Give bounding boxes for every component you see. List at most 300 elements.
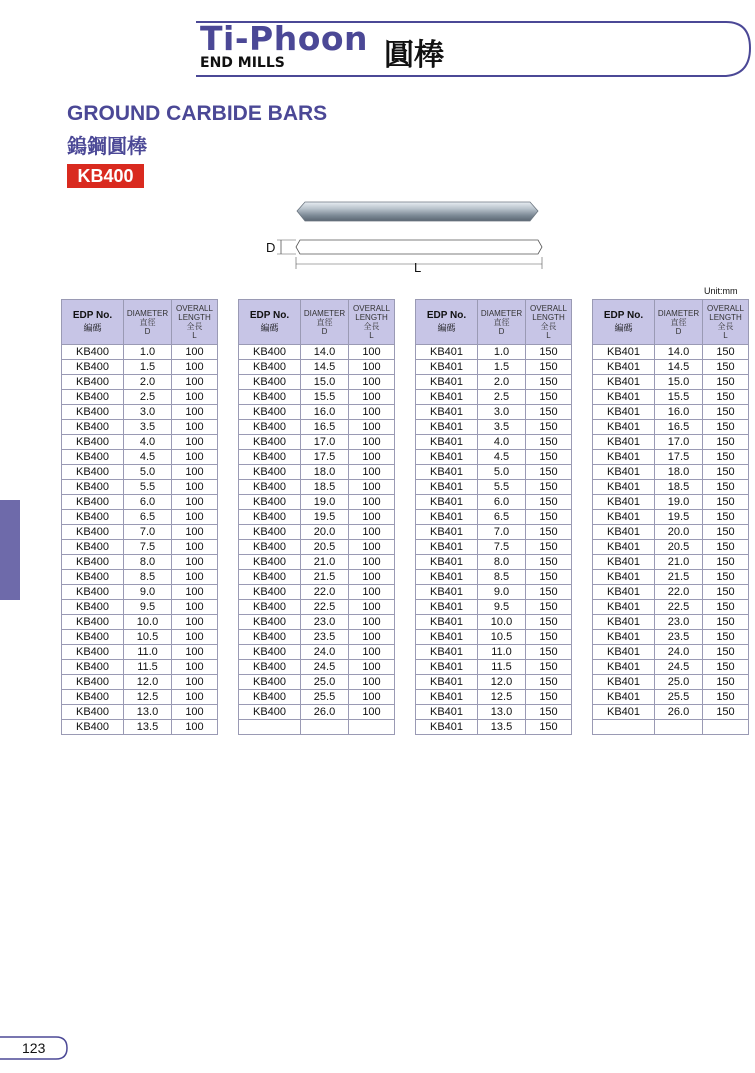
diameter-cell: 1.5 xyxy=(478,360,526,375)
length-cell: 100 xyxy=(349,675,395,690)
diameter-cell: 10.5 xyxy=(124,630,172,645)
edp-cell: KB400 xyxy=(62,405,124,420)
length-cell: 100 xyxy=(349,450,395,465)
diameter-cell: 6.0 xyxy=(124,495,172,510)
diameter-cell: 22.0 xyxy=(301,585,349,600)
edp-cell: KB400 xyxy=(62,345,124,360)
table-row xyxy=(239,630,395,645)
table-row xyxy=(416,645,572,660)
length-cell: 100 xyxy=(349,600,395,615)
length-cell: 100 xyxy=(172,495,218,510)
edp-cell: KB401 xyxy=(593,660,655,675)
table-row xyxy=(62,570,218,585)
table-row xyxy=(593,660,749,675)
edp-cell: KB401 xyxy=(593,420,655,435)
diameter-cell: 22.5 xyxy=(301,600,349,615)
length-cell: 150 xyxy=(703,360,749,375)
table-row xyxy=(593,495,749,510)
table-row xyxy=(416,465,572,480)
header-diameter: DIAMETER 直徑 D xyxy=(655,300,703,345)
diameter-cell: 25.5 xyxy=(655,690,703,705)
length-cell: 100 xyxy=(172,585,218,600)
edp-cell: KB400 xyxy=(239,525,301,540)
edp-cell: KB400 xyxy=(239,570,301,585)
table-row xyxy=(416,705,572,720)
edp-cell: KB400 xyxy=(239,390,301,405)
diameter-cell: 3.0 xyxy=(478,405,526,420)
table-row xyxy=(416,630,572,645)
edp-cell: KB401 xyxy=(593,405,655,420)
bar-image xyxy=(297,202,538,221)
length-cell: 150 xyxy=(703,600,749,615)
edp-cell: KB400 xyxy=(62,435,124,450)
diameter-cell: 7.0 xyxy=(478,525,526,540)
length-cell: 100 xyxy=(172,615,218,630)
length-cell: 150 xyxy=(526,615,572,630)
table-row xyxy=(416,480,572,495)
edp-cell: KB400 xyxy=(62,510,124,525)
length-cell: 100 xyxy=(172,690,218,705)
table-row xyxy=(239,450,395,465)
diameter-cell: 9.5 xyxy=(478,600,526,615)
unit-label: Unit:mm xyxy=(704,286,738,296)
length-cell: 150 xyxy=(703,465,749,480)
brand-subtitle: END MILLS xyxy=(200,55,285,71)
table-row xyxy=(593,615,749,630)
edp-cell: KB401 xyxy=(416,390,478,405)
edp-cell: KB401 xyxy=(593,495,655,510)
diameter-cell: 17.0 xyxy=(301,435,349,450)
diameter-cell: 1.0 xyxy=(478,345,526,360)
table-row xyxy=(416,660,572,675)
header-diameter: DIAMETER 直徑 D xyxy=(124,300,172,345)
length-cell: 100 xyxy=(349,390,395,405)
diameter-cell: 14.0 xyxy=(655,345,703,360)
table-row xyxy=(239,570,395,585)
diameter-cell: 2.5 xyxy=(478,390,526,405)
table-row xyxy=(416,690,572,705)
table-row xyxy=(239,645,395,660)
length-cell: 100 xyxy=(349,495,395,510)
edp-cell: KB401 xyxy=(416,690,478,705)
length-cell: 150 xyxy=(703,375,749,390)
diameter-cell: 11.5 xyxy=(124,660,172,675)
diameter-cell: 7.5 xyxy=(124,540,172,555)
length-cell: 100 xyxy=(172,390,218,405)
length-cell: 100 xyxy=(172,570,218,585)
brand-cjk-title: 圓棒 xyxy=(384,38,444,73)
table-row xyxy=(593,540,749,555)
length-cell: 100 xyxy=(349,585,395,600)
table-row xyxy=(239,600,395,615)
table-row xyxy=(239,555,395,570)
diameter-cell: 4.5 xyxy=(478,450,526,465)
edp-cell: KB400 xyxy=(62,570,124,585)
diameter-cell: 19.0 xyxy=(301,495,349,510)
length-cell: 100 xyxy=(349,570,395,585)
table-row xyxy=(62,390,218,405)
header-length: OVERALL LENGTH 全長 L xyxy=(172,300,218,345)
table-row xyxy=(239,390,395,405)
length-cell: 100 xyxy=(349,375,395,390)
table-row xyxy=(239,375,395,390)
length-cell: 100 xyxy=(172,705,218,720)
table-row xyxy=(239,525,395,540)
edp-cell: KB400 xyxy=(62,690,124,705)
diameter-cell: 26.0 xyxy=(301,705,349,720)
table-row xyxy=(593,405,749,420)
length-cell: 150 xyxy=(703,705,749,720)
edp-cell: KB401 xyxy=(416,375,478,390)
table-row xyxy=(593,450,749,465)
table-row xyxy=(416,375,572,390)
edp-cell: KB400 xyxy=(62,705,124,720)
edp-cell: KB400 xyxy=(239,615,301,630)
table-row xyxy=(62,405,218,420)
table-header-row xyxy=(593,300,749,345)
length-cell: 100 xyxy=(349,510,395,525)
length-cell: 150 xyxy=(526,360,572,375)
diameter-cell: 15.0 xyxy=(301,375,349,390)
edp-cell: KB401 xyxy=(416,585,478,600)
table-row xyxy=(593,525,749,540)
length-label: L xyxy=(414,260,422,275)
length-cell: 150 xyxy=(526,690,572,705)
edp-cell: KB400 xyxy=(239,480,301,495)
diameter-cell: 6.0 xyxy=(478,495,526,510)
length-cell: 100 xyxy=(172,540,218,555)
edp-cell: KB400 xyxy=(239,585,301,600)
diameter-cell: 24.0 xyxy=(301,645,349,660)
length-cell: 100 xyxy=(349,405,395,420)
length-cell: 150 xyxy=(526,450,572,465)
length-cell: 150 xyxy=(526,345,572,360)
edp-cell: KB401 xyxy=(593,465,655,480)
product-code-badge: KB400 xyxy=(67,164,144,188)
edp-cell: KB400 xyxy=(239,375,301,390)
edp-cell: KB400 xyxy=(239,495,301,510)
length-cell: 150 xyxy=(703,495,749,510)
table-row xyxy=(593,690,749,705)
length-cell: 100 xyxy=(349,615,395,630)
edp-cell: KB401 xyxy=(416,615,478,630)
length-cell: 150 xyxy=(703,420,749,435)
table-row xyxy=(62,480,218,495)
edp-cell: KB401 xyxy=(593,480,655,495)
diameter-cell: 15.5 xyxy=(655,390,703,405)
page-title-cjk: 鎢鋼圓棒 xyxy=(67,134,147,158)
diameter-cell: 21.5 xyxy=(301,570,349,585)
table-row xyxy=(239,495,395,510)
diameter-cell: 8.5 xyxy=(478,570,526,585)
edp-cell: KB401 xyxy=(593,525,655,540)
length-cell: 150 xyxy=(526,435,572,450)
length-cell: 150 xyxy=(526,585,572,600)
edp-cell: KB401 xyxy=(416,705,478,720)
table-row xyxy=(62,660,218,675)
length-cell: 150 xyxy=(526,570,572,585)
diameter-cell: 12.0 xyxy=(478,675,526,690)
edp-cell: KB400 xyxy=(62,495,124,510)
edp-cell: KB400 xyxy=(62,720,124,735)
edp-cell: KB400 xyxy=(62,555,124,570)
diameter-cell: 24.5 xyxy=(655,660,703,675)
edp-cell: KB401 xyxy=(593,645,655,660)
edp-cell: KB400 xyxy=(62,600,124,615)
length-cell: 100 xyxy=(172,450,218,465)
edp-cell: KB400 xyxy=(239,630,301,645)
diameter-cell: 23.0 xyxy=(301,615,349,630)
table-row xyxy=(62,720,218,735)
length-cell: 100 xyxy=(172,555,218,570)
edp-cell: KB400 xyxy=(239,675,301,690)
table-row xyxy=(593,585,749,600)
edp-cell: KB400 xyxy=(62,585,124,600)
length-cell: 100 xyxy=(172,675,218,690)
edp-cell: KB400 xyxy=(239,450,301,465)
table-row xyxy=(593,675,749,690)
spec-table-1 xyxy=(61,299,218,735)
table-row xyxy=(416,585,572,600)
length-cell: 150 xyxy=(526,495,572,510)
table-row xyxy=(593,345,749,360)
length-cell: 100 xyxy=(349,540,395,555)
diameter-cell: 2.0 xyxy=(478,375,526,390)
table-row xyxy=(62,510,218,525)
diameter-cell: 16.5 xyxy=(655,420,703,435)
length-cell: 150 xyxy=(526,645,572,660)
diameter-cell: 9.5 xyxy=(124,600,172,615)
diameter-cell: 25.0 xyxy=(301,675,349,690)
diameter-cell: 9.0 xyxy=(124,585,172,600)
side-tab-marker xyxy=(0,500,20,600)
diameter-cell: 20.5 xyxy=(301,540,349,555)
length-cell: 100 xyxy=(349,360,395,375)
length-cell: 100 xyxy=(349,690,395,705)
length-cell: 150 xyxy=(703,555,749,570)
table-row xyxy=(62,450,218,465)
spec-table-3 xyxy=(415,299,572,735)
table-row xyxy=(239,420,395,435)
table-row xyxy=(416,525,572,540)
table-row xyxy=(62,345,218,360)
edp-cell: KB400 xyxy=(62,420,124,435)
table-row xyxy=(593,480,749,495)
diameter-cell: 20.5 xyxy=(655,540,703,555)
diameter-cell: 13.5 xyxy=(478,720,526,735)
length-cell: 150 xyxy=(526,720,572,735)
header-banner xyxy=(0,0,755,85)
table-row xyxy=(593,435,749,450)
edp-cell: KB400 xyxy=(239,435,301,450)
edp-cell: KB401 xyxy=(416,645,478,660)
edp-cell: KB400 xyxy=(62,450,124,465)
diameter-cell: 11.0 xyxy=(478,645,526,660)
diameter-cell: 21.0 xyxy=(655,555,703,570)
diameter-cell: 24.5 xyxy=(301,660,349,675)
length-cell: 100 xyxy=(172,720,218,735)
table-row xyxy=(416,570,572,585)
edp-cell: KB401 xyxy=(593,390,655,405)
length-cell: 150 xyxy=(526,420,572,435)
diameter-cell: 8.5 xyxy=(124,570,172,585)
edp-cell: KB401 xyxy=(593,600,655,615)
table-row xyxy=(416,405,572,420)
table-row xyxy=(416,345,572,360)
diameter-cell: 12.0 xyxy=(124,675,172,690)
diameter-cell: 1.5 xyxy=(124,360,172,375)
table-row xyxy=(239,480,395,495)
diameter-cell: 22.0 xyxy=(655,585,703,600)
table-row xyxy=(416,615,572,630)
length-cell: 150 xyxy=(703,405,749,420)
length-cell: 100 xyxy=(172,405,218,420)
diameter-cell: 20.0 xyxy=(301,525,349,540)
table-row xyxy=(62,375,218,390)
diameter-cell: 13.0 xyxy=(124,705,172,720)
table-row xyxy=(593,645,749,660)
brand-logo xyxy=(200,19,369,71)
edp-cell: KB401 xyxy=(593,690,655,705)
edp-cell: KB401 xyxy=(593,615,655,630)
table-row xyxy=(62,615,218,630)
diameter-cell: 11.5 xyxy=(478,660,526,675)
diameter-cell: 5.5 xyxy=(478,480,526,495)
table-row xyxy=(416,420,572,435)
brand-name: Ti-Phoon xyxy=(200,19,369,58)
diameter-cell: 4.0 xyxy=(478,435,526,450)
edp-cell xyxy=(593,720,655,735)
edp-cell: KB401 xyxy=(416,345,478,360)
table-row xyxy=(239,615,395,630)
edp-cell: KB401 xyxy=(593,450,655,465)
length-cell: 150 xyxy=(703,450,749,465)
table-row xyxy=(416,720,572,735)
spec-table-4 xyxy=(592,299,749,735)
diameter-cell: 14.0 xyxy=(301,345,349,360)
length-cell: 100 xyxy=(172,645,218,660)
diameter-cell: 23.5 xyxy=(301,630,349,645)
edp-cell: KB400 xyxy=(62,660,124,675)
length-cell: 150 xyxy=(703,480,749,495)
header-length: OVERALL LENGTH 全長 L xyxy=(349,300,395,345)
length-cell: 150 xyxy=(526,525,572,540)
table-row xyxy=(416,360,572,375)
edp-cell: KB401 xyxy=(416,675,478,690)
table-row xyxy=(593,630,749,645)
edp-cell: KB400 xyxy=(239,465,301,480)
diameter-cell: 14.5 xyxy=(655,360,703,375)
length-cell: 150 xyxy=(703,570,749,585)
table-row xyxy=(416,600,572,615)
diameter-cell: 1.0 xyxy=(124,345,172,360)
length-cell xyxy=(349,720,395,735)
diameter-cell: 17.5 xyxy=(655,450,703,465)
diameter-cell: 2.5 xyxy=(124,390,172,405)
diameter-cell: 17.0 xyxy=(655,435,703,450)
length-cell: 150 xyxy=(703,675,749,690)
edp-cell: KB401 xyxy=(416,480,478,495)
diameter-cell xyxy=(301,720,349,735)
table-row xyxy=(239,465,395,480)
edp-cell: KB401 xyxy=(416,420,478,435)
header-diameter: DIAMETER 直徑 D xyxy=(478,300,526,345)
length-cell: 100 xyxy=(172,660,218,675)
table-row xyxy=(239,675,395,690)
length-cell: 100 xyxy=(172,525,218,540)
table-row xyxy=(62,465,218,480)
edp-cell: KB401 xyxy=(593,705,655,720)
length-cell: 100 xyxy=(172,465,218,480)
table-row xyxy=(593,720,749,735)
length-cell: 150 xyxy=(703,345,749,360)
length-cell: 100 xyxy=(349,345,395,360)
table-row xyxy=(239,360,395,375)
table-row xyxy=(62,495,218,510)
length-cell: 150 xyxy=(526,675,572,690)
table-row xyxy=(416,390,572,405)
diameter-cell: 20.0 xyxy=(655,525,703,540)
table-row xyxy=(593,465,749,480)
diameter-cell: 7.5 xyxy=(478,540,526,555)
length-cell: 150 xyxy=(703,585,749,600)
bar-outline xyxy=(296,240,542,254)
table-row xyxy=(593,555,749,570)
edp-cell: KB400 xyxy=(62,375,124,390)
length-cell: 100 xyxy=(349,525,395,540)
edp-cell: KB400 xyxy=(62,540,124,555)
length-cell: 100 xyxy=(349,705,395,720)
table-row xyxy=(593,360,749,375)
length-cell: 100 xyxy=(172,360,218,375)
diameter-cell: 3.5 xyxy=(124,420,172,435)
table-row xyxy=(593,570,749,585)
table-row xyxy=(416,540,572,555)
edp-cell: KB401 xyxy=(416,405,478,420)
carbide-bar-diagram xyxy=(255,195,555,280)
edp-cell: KB401 xyxy=(416,570,478,585)
edp-cell: KB400 xyxy=(62,615,124,630)
length-cell: 100 xyxy=(172,435,218,450)
length-cell: 100 xyxy=(172,420,218,435)
length-cell: 100 xyxy=(349,420,395,435)
table-row xyxy=(593,375,749,390)
edp-cell: KB400 xyxy=(239,555,301,570)
diameter-cell: 17.5 xyxy=(301,450,349,465)
length-cell: 150 xyxy=(526,540,572,555)
header-edp: EDP No. 編碼 xyxy=(239,300,301,345)
diameter-cell: 13.0 xyxy=(478,705,526,720)
length-cell: 150 xyxy=(526,390,572,405)
diameter-cell: 19.0 xyxy=(655,495,703,510)
length-cell: 150 xyxy=(526,660,572,675)
edp-cell xyxy=(239,720,301,735)
edp-cell: KB401 xyxy=(593,675,655,690)
length-cell: 150 xyxy=(703,615,749,630)
diameter-cell: 16.0 xyxy=(301,405,349,420)
diameter-cell xyxy=(655,720,703,735)
diameter-cell: 4.5 xyxy=(124,450,172,465)
edp-cell: KB401 xyxy=(593,375,655,390)
edp-cell: KB401 xyxy=(416,465,478,480)
length-cell: 150 xyxy=(703,540,749,555)
edp-cell: KB400 xyxy=(62,645,124,660)
table-row xyxy=(593,420,749,435)
table-row xyxy=(62,675,218,690)
table-row xyxy=(416,435,572,450)
diameter-cell: 21.5 xyxy=(655,570,703,585)
edp-cell: KB401 xyxy=(416,450,478,465)
